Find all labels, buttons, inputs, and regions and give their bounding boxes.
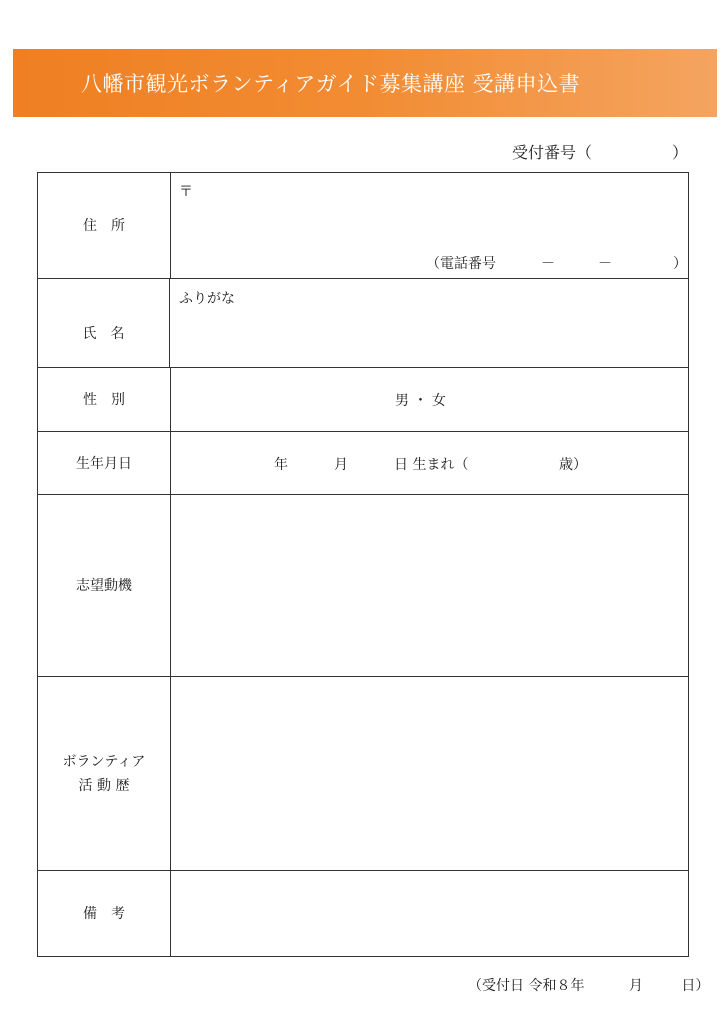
receipt-date-day: 日） <box>681 978 710 994</box>
phone-close: ） <box>673 256 687 272</box>
receipt-number-close: ） <box>672 143 689 162</box>
volunteer-history-row <box>38 676 688 871</box>
address-field[interactable] <box>171 173 688 278</box>
receipt-number-label: 受付番号（ <box>512 143 593 162</box>
gender-options: 男 ・ 女 <box>395 393 446 409</box>
address-label: 住 所 <box>38 173 171 278</box>
application-form <box>37 172 689 957</box>
birth-month-label: 月 <box>334 457 348 473</box>
gender-row <box>38 367 688 432</box>
birthdate-row <box>38 431 688 495</box>
birth-year-label: 年 <box>274 457 288 473</box>
volunteer-history-label-line1: ボランティア <box>62 754 146 770</box>
volunteer-history-field[interactable] <box>171 677 688 871</box>
receipt-date-label: （受付日 令和８年 <box>468 978 585 994</box>
phone-dash-2: － <box>598 256 612 272</box>
birthdate-label: 生年月日 <box>38 432 171 495</box>
birthdate-field[interactable] <box>171 432 688 495</box>
remarks-field[interactable] <box>171 871 688 957</box>
motivation-field[interactable] <box>171 495 688 677</box>
title-banner <box>13 49 717 117</box>
receipt-number <box>512 140 689 163</box>
volunteer-history-label-line2: 活 動 歴 <box>78 778 130 794</box>
receipt-date <box>468 975 709 995</box>
phone-dash-1: － <box>541 256 555 272</box>
name-field[interactable] <box>171 279 688 368</box>
gender-field[interactable] <box>171 368 688 432</box>
name-label: 氏 名 <box>38 279 170 368</box>
address-row <box>38 173 688 278</box>
name-row <box>38 278 688 368</box>
remarks-label: 備 考 <box>38 871 171 957</box>
gender-label: 性 別 <box>38 368 171 432</box>
receipt-date-month: 月 <box>628 978 643 994</box>
remarks-row <box>38 870 688 957</box>
furigana-label: ふりがな <box>179 291 235 307</box>
motivation-row <box>38 494 688 677</box>
phone-label: （電話番号 <box>426 256 496 272</box>
motivation-label: 志望動機 <box>38 495 171 677</box>
birth-day-label: 日 生まれ（ <box>394 457 469 473</box>
age-label: 歳） <box>559 457 587 473</box>
page-title: 八幡市観光ボランティアガイド募集講座 受講申込書 <box>81 72 581 96</box>
postal-mark: 〒 <box>179 184 193 200</box>
volunteer-history-label <box>38 677 171 871</box>
